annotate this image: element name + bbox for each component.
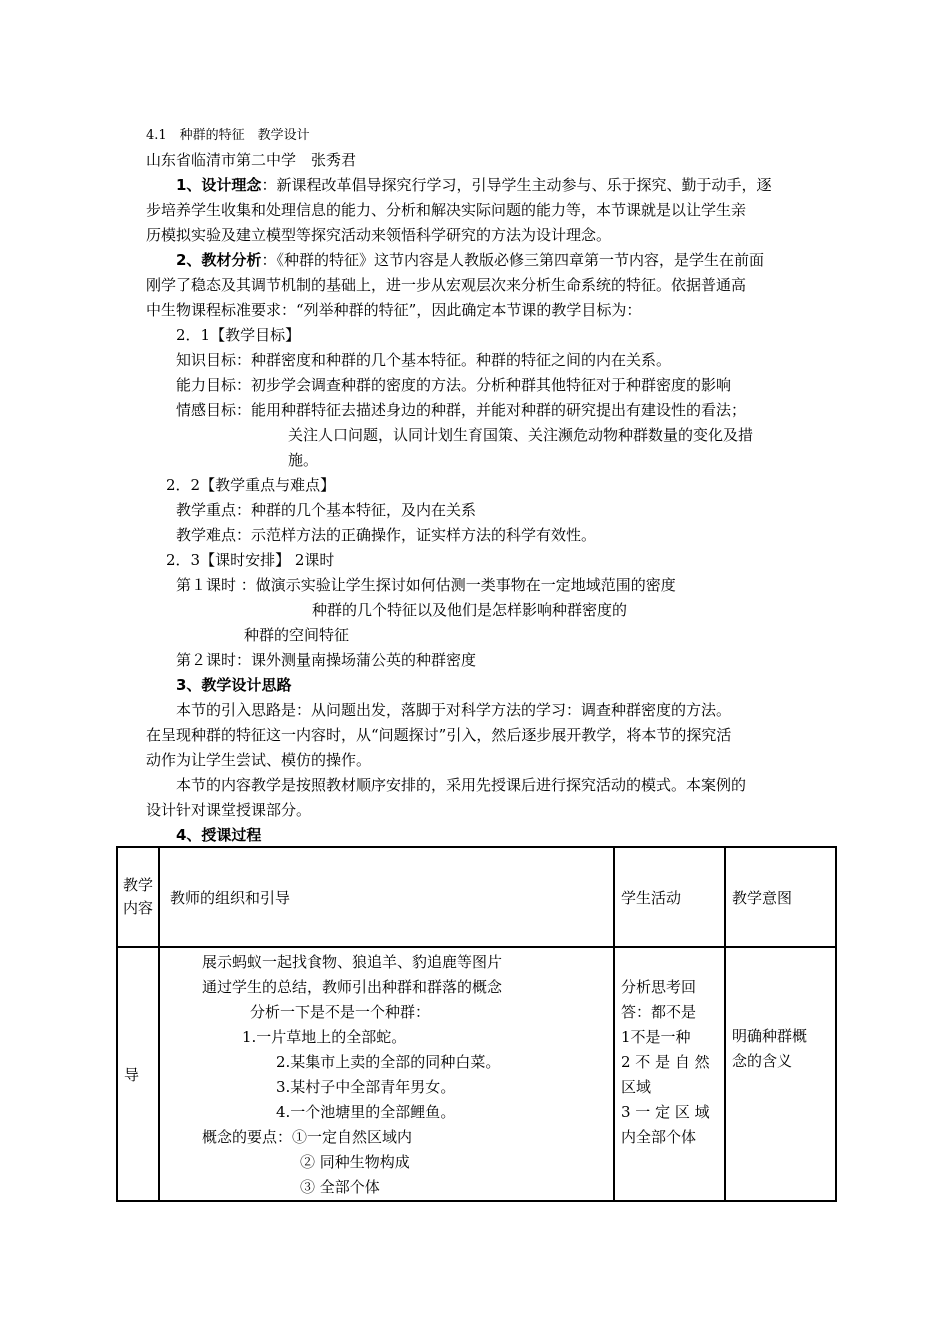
goal-emotion-cont: 关注人口问题，认同计划生育国策、关注濒危动物种群数量的变化及措 <box>288 426 754 444</box>
difficulty: 教学难点：示范样方法的正确操作，证实样方法的科学有效性。 <box>176 526 597 544</box>
header-teacher: 教师的组织和引导 <box>159 847 614 947</box>
section-4-title <box>176 824 261 846</box>
subsection-2-2: 2．2【教学重点与难点】 <box>166 476 336 494</box>
header-student: 学生活动 <box>614 847 725 947</box>
teacher-line: 概念的要点：①一定自然区域内 <box>202 1128 413 1146</box>
teacher-line: ③ 全部个体 <box>300 1178 380 1196</box>
teacher-line: 展示蚂蚁一起找食物、狼追羊、豹追鹿等图片 <box>202 953 503 971</box>
student-line: 答：都不是 <box>621 1003 697 1021</box>
teacher-line: 3.某村子中全部青年男女。 <box>276 1078 456 1096</box>
lesson-heading: 4.1 种群的特征 教学设计 <box>146 128 310 143</box>
table-header-row <box>117 847 836 947</box>
table-row <box>117 947 836 1201</box>
row-student-cell <box>614 947 725 1201</box>
section-3-p1-line-3: 动作为让学生尝试、模仿的操作。 <box>146 751 372 769</box>
intent-line: 念的含义 <box>732 1052 793 1070</box>
lesson-2-plan: 第２课时：课外测量南操场蒲公英的种群密度 <box>176 651 477 669</box>
row-intent-cell <box>725 947 836 1201</box>
section-2-line-3: 中生物课程标准要求：“列举种群的特征”，因此确定本节课的教学目标为： <box>146 301 642 319</box>
section-3-title <box>176 674 291 696</box>
header-content: 教学内容 <box>117 847 159 947</box>
student-line: 分析思考回 <box>621 978 697 996</box>
section-3-p1-line-2: 在呈现种群的特征这一内容时，从“问题探讨”引入，然后逐步展开教学，将本节的探究活 <box>146 726 732 744</box>
goal-emotion: 情感目标：能用种群特征去描述身边的种群，并能对种群的研究提出有建设性的看法； <box>176 401 747 419</box>
section-1-line-3: 历模拟实验及建立模型等探究活动来领悟科学研究的方法为设计理念。 <box>146 226 612 244</box>
subsection-2-1: 2．1【教学目标】 <box>176 326 301 344</box>
teacher-line: 1.一片草地上的全部蛇。 <box>242 1028 407 1046</box>
section-2-line-1 <box>176 249 764 271</box>
section-2-line-2: 刚学了稳态及其调节机制的基础上，进一步从宏观层次来分析生命系统的特征。依据普通高 <box>146 276 747 294</box>
row-teacher-cell <box>159 947 614 1201</box>
goal-knowledge: 知识目标：种群密度和种群的几个基本特征。种群的特征之间的内在关系。 <box>176 351 672 369</box>
goal-ability: 能力目标：初步学会调查种群的密度的方法。分析种群其他特征对于种群密度的影响 <box>176 376 732 394</box>
section-4-title-text: 4、授课过程 <box>176 826 262 844</box>
section-3-p2-line-2: 设计针对课堂授课部分。 <box>146 801 312 819</box>
goal-emotion-end: 施。 <box>288 451 319 469</box>
student-line: 2 不 是 自 然 <box>621 1053 710 1071</box>
subsection-2-3: 2．3【课时安排】 2课时 <box>166 551 335 569</box>
section-2-text: ：《种群的特征》这节内容是人教版必修三第四章第一节内容，是学生在前面 <box>261 251 764 269</box>
student-line: 区域 <box>621 1078 652 1096</box>
teacher-line: 通过学生的总结，教师引出种群和群落的概念 <box>202 978 503 996</box>
teacher-line: ② 同种生物构成 <box>300 1153 410 1171</box>
row-stage: 导 <box>117 947 159 1201</box>
section-1-line-1 <box>176 174 771 196</box>
section-2-title: 2、教材分析 <box>176 251 262 269</box>
student-line: 3 一 定 区 域 <box>621 1103 710 1121</box>
header-intent: 教学意图 <box>725 847 836 947</box>
section-3-p1-line-1: 本节的引入思路是：从问题出发，落脚于对科学方法的学习：调查种群密度的方法。 <box>176 701 732 719</box>
section-1-title: 1、设计理念 <box>176 176 262 194</box>
intent-line: 明确种群概 <box>732 1027 808 1045</box>
student-line: 1不是一种 <box>621 1028 691 1046</box>
section-3-title-text: 3、教学设计思路 <box>176 676 292 694</box>
author-line: 山东省临清市第二中学 张秀君 <box>146 151 357 169</box>
lesson-1-plan-cont: 种群的几个特征以及他们是怎样影响种群密度的 <box>312 601 628 619</box>
teacher-line: 2.某集市上卖的全部的同种白菜。 <box>276 1053 501 1071</box>
teacher-line: 分析一下是不是一个种群： <box>250 1003 431 1021</box>
lesson-1-plan: 第１课时 ：做演示实验让学生探讨如何估测一类事物在一定地域范围的密度 <box>176 576 676 594</box>
student-line: 内全部个体 <box>621 1128 697 1146</box>
section-3-p2-line-1: 本节的内容教学是按照教材顺序安排的，采用先授课后进行探究活动的模式。本案例的 <box>176 776 747 794</box>
lesson-process-table <box>116 846 837 1202</box>
teacher-line: 4.一个池塘里的全部鲤鱼。 <box>276 1103 456 1121</box>
lesson-1-plan-end: 种群的空间特征 <box>244 626 350 644</box>
section-1-text: ：新课程改革倡导探究行学习，引导学生主动参与、乐于探究、勤于动手，逐 <box>261 176 772 194</box>
section-1-line-2: 步培养学生收集和处理信息的能力、分析和解决实际问题的能力等，本节课就是以让学生亲 <box>146 201 747 219</box>
key-point: 教学重点：种群的几个基本特征，及内在关系 <box>176 501 477 519</box>
